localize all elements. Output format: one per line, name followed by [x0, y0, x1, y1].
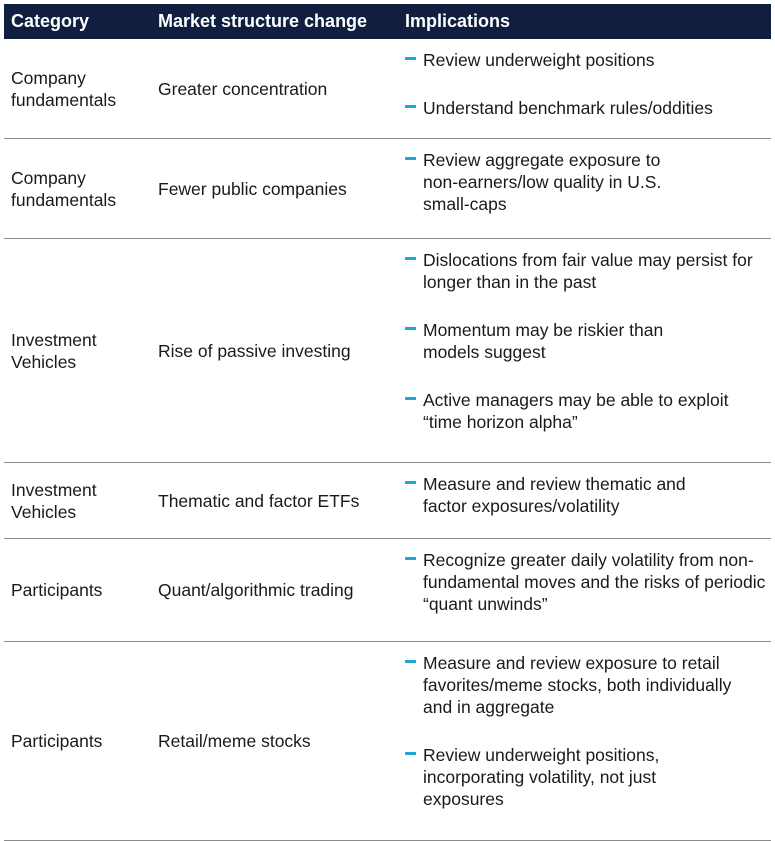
- implication-text: Measure and review exposure to retail favorites/meme stocks, both individually and in aggregate: [423, 653, 732, 717]
- dash-bullet-icon: [405, 660, 416, 663]
- dash-bullet-icon: [405, 105, 416, 108]
- change-cell: Quant/algorithmic trading: [151, 539, 398, 642]
- table-row: [4, 539, 771, 642]
- category-cell: Participants: [4, 642, 151, 841]
- implications-cell: [398, 463, 771, 539]
- implication-text: Understand benchmark rules/oddities: [423, 98, 713, 118]
- implication-item: [405, 49, 771, 71]
- header-category: Category: [4, 4, 151, 39]
- dash-bullet-icon: [405, 397, 416, 400]
- table-body: [4, 39, 771, 841]
- implications-cell: [398, 39, 771, 139]
- table-row: [4, 642, 771, 841]
- market-structure-table: [4, 4, 771, 841]
- implications-cell: [398, 642, 771, 841]
- implication-text: Momentum may be riskier than models suggest: [423, 320, 664, 362]
- dash-bullet-icon: [405, 157, 416, 160]
- dash-bullet-icon: [405, 557, 416, 560]
- table-header: [4, 4, 771, 39]
- table-row: [4, 139, 771, 239]
- header-market-structure-change: Market structure change: [151, 4, 398, 39]
- implication-text: Recognize greater daily volatility from non-fundamental moves and the risks of periodic “quant unwinds”: [423, 550, 766, 614]
- implication-item: [405, 389, 771, 433]
- change-cell: Retail/meme stocks: [151, 642, 398, 841]
- implication-item: [405, 97, 771, 119]
- implication-item: [405, 249, 771, 293]
- table-row: [4, 239, 771, 463]
- implications-cell: [398, 139, 771, 239]
- implication-item: [405, 652, 771, 718]
- implication-text: Active managers may be able to exploit “time horizon alpha”: [423, 390, 729, 432]
- implication-item: [405, 149, 771, 215]
- change-cell: Greater concentration: [151, 39, 398, 139]
- implication-text: Review aggregate exposure to non-earners/low quality in U.S. small-caps: [423, 150, 662, 214]
- implication-text: Review underweight positions: [423, 50, 655, 70]
- implication-item: [405, 473, 771, 517]
- implication-item: [405, 319, 771, 363]
- change-cell: Rise of passive investing: [151, 239, 398, 463]
- table-row: [4, 463, 771, 539]
- change-cell: Thematic and factor ETFs: [151, 463, 398, 539]
- category-cell: Investment Vehicles: [4, 239, 151, 463]
- implication-item: [405, 549, 771, 615]
- implications-cell: [398, 539, 771, 642]
- table-row: [4, 39, 771, 139]
- category-cell: Company fundamentals: [4, 39, 151, 139]
- dash-bullet-icon: [405, 327, 416, 330]
- change-cell: Fewer public companies: [151, 139, 398, 239]
- implications-cell: [398, 239, 771, 463]
- dash-bullet-icon: [405, 481, 416, 484]
- category-cell: Investment Vehicles: [4, 463, 151, 539]
- category-cell: Company fundamentals: [4, 139, 151, 239]
- implication-text: Dislocations from fair value may persist for longer than in the past: [423, 250, 753, 292]
- header-implications: Implications: [398, 4, 771, 39]
- implication-text: Review underweight positions, incorporating volatility, not just exposures: [423, 745, 660, 809]
- dash-bullet-icon: [405, 57, 416, 60]
- dash-bullet-icon: [405, 257, 416, 260]
- implication-text: Measure and review thematic and factor exposures/volatility: [423, 474, 686, 516]
- category-cell: Participants: [4, 539, 151, 642]
